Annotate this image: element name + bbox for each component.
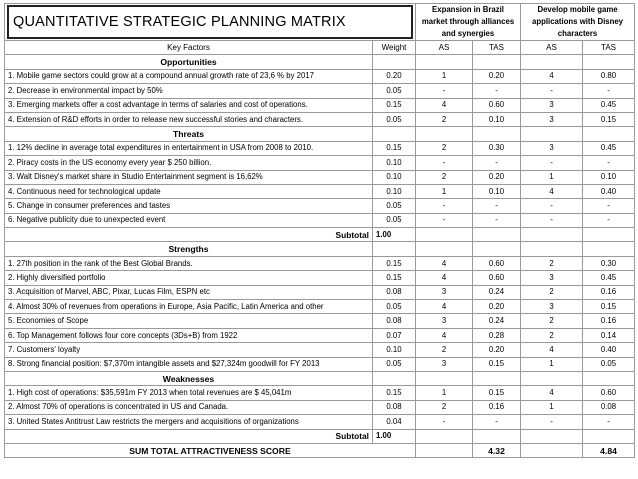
as-cell-strategy-1: -: [416, 156, 473, 170]
tas-cell-strategy-2: 0.16: [583, 285, 635, 299]
as-cell-strategy-2: 2: [521, 314, 583, 328]
factor-cell: 7. Customers' loyalty: [5, 343, 373, 357]
weight-cell: 0.05: [373, 199, 416, 213]
tas-header-strategy-2: TAS: [583, 41, 635, 55]
qspm-table: [4, 3, 635, 458]
table-row: [5, 415, 635, 429]
empty-cell: [521, 127, 583, 141]
tas-cell-strategy-2: 0.45: [583, 141, 635, 155]
as-cell-strategy-2: 1: [521, 357, 583, 371]
tas-cell-strategy-2: -: [583, 156, 635, 170]
empty-cell: [521, 371, 583, 385]
table-row: [5, 199, 635, 213]
table-row: [5, 271, 635, 285]
weight-cell: 0.07: [373, 328, 416, 342]
table-row: [5, 184, 635, 198]
tas-cell-strategy-1: 0.20: [473, 69, 521, 83]
empty-cell: [521, 429, 583, 443]
as-cell-strategy-2: 2: [521, 328, 583, 342]
factor-cell: 5. Change in consumer preferences and tastes: [5, 199, 373, 213]
tas-cell-strategy-2: 0.40: [583, 184, 635, 198]
tas-cell-strategy-2: 0.45: [583, 98, 635, 112]
table-row: [5, 84, 635, 98]
empty-cell: [473, 127, 521, 141]
table-row: [5, 328, 635, 342]
factor-cell: 3. Acquisition of Marvel, ABC, Pixar, Lucas Film, ESPN etc: [5, 285, 373, 299]
weight-cell: 0.05: [373, 84, 416, 98]
section-heading-row: [5, 242, 635, 256]
as-cell-strategy-1: -: [416, 84, 473, 98]
tas-cell-strategy-1: 0.16: [473, 400, 521, 414]
tas-cell-strategy-2: -: [583, 84, 635, 98]
factor-cell: 5. Economies of Scope: [5, 314, 373, 328]
empty-cell: [473, 242, 521, 256]
empty-cell: [521, 55, 583, 69]
weight-cell: 0.20: [373, 69, 416, 83]
section-heading: Weaknesses: [5, 371, 373, 385]
table-row: [5, 213, 635, 227]
factor-cell: 1. High cost of operations: $35,591m FY 2013 when total revenues are $ 45,041m: [5, 386, 373, 400]
title-row: [5, 4, 635, 41]
tas-cell-strategy-1: 0.15: [473, 386, 521, 400]
empty-cell: [416, 127, 473, 141]
empty-cell: [521, 443, 583, 457]
as-cell-strategy-1: 1: [416, 184, 473, 198]
factor-cell: 8. Strong financial position: $7,370m intangible assets and $27,324m goodwill for FY 2013: [5, 357, 373, 371]
title-cell: [5, 4, 416, 41]
as-header-strategy-2: AS: [521, 41, 583, 55]
as-cell-strategy-1: 4: [416, 256, 473, 270]
as-cell-strategy-2: 1: [521, 400, 583, 414]
weight-cell: 0.10: [373, 170, 416, 184]
as-cell-strategy-1: -: [416, 415, 473, 429]
tas-cell-strategy-2: -: [583, 415, 635, 429]
tas-cell-strategy-1: 0.10: [473, 184, 521, 198]
as-header-strategy-1: AS: [416, 41, 473, 55]
tas-cell-strategy-2: 0.15: [583, 300, 635, 314]
tas-cell-strategy-1: -: [473, 415, 521, 429]
factor-cell: 3. Walt Disney's market share in Studio Entertainment segment is 16,62%: [5, 170, 373, 184]
empty-cell: [473, 429, 521, 443]
grand-total-strategy-2: 4.84: [583, 443, 635, 457]
empty-cell: [373, 371, 416, 385]
section-heading: Strengths: [5, 242, 373, 256]
table-row: [5, 400, 635, 414]
subtotal-row: [5, 429, 635, 443]
grand-total-row: [5, 443, 635, 457]
tas-cell-strategy-1: 0.24: [473, 314, 521, 328]
as-cell-strategy-1: 2: [416, 400, 473, 414]
table-row: [5, 256, 635, 270]
as-cell-strategy-1: 2: [416, 343, 473, 357]
factor-cell: 4. Almost 30% of revenues from operations in Europe, Asia Pacific, Latin America and other: [5, 300, 373, 314]
factor-cell: 2. Piracy costs in the US economy every year $ 250 billion.: [5, 156, 373, 170]
as-cell-strategy-1: 3: [416, 314, 473, 328]
tas-cell-strategy-1: -: [473, 84, 521, 98]
tas-cell-strategy-1: 0.20: [473, 170, 521, 184]
empty-cell: [373, 242, 416, 256]
tas-cell-strategy-1: 0.20: [473, 343, 521, 357]
tas-cell-strategy-1: 0.15: [473, 357, 521, 371]
as-cell-strategy-2: 4: [521, 343, 583, 357]
factor-cell: 4. Continuous need for technological update: [5, 184, 373, 198]
tas-header-strategy-1: TAS: [473, 41, 521, 55]
tas-cell-strategy-2: 0.40: [583, 343, 635, 357]
column-header-row: [5, 41, 635, 55]
tas-cell-strategy-2: 0.80: [583, 69, 635, 83]
as-cell-strategy-2: 3: [521, 300, 583, 314]
weight-cell: 0.15: [373, 256, 416, 270]
tas-cell-strategy-2: 0.10: [583, 170, 635, 184]
as-cell-strategy-1: 1: [416, 386, 473, 400]
factor-cell: 2. Highly diversified portfolio: [5, 271, 373, 285]
weight-cell: 0.05: [373, 357, 416, 371]
table-row: [5, 357, 635, 371]
as-cell-strategy-2: 4: [521, 184, 583, 198]
tas-cell-strategy-1: 0.20: [473, 300, 521, 314]
as-cell-strategy-1: 4: [416, 328, 473, 342]
weight-header: Weight: [373, 41, 416, 55]
table-row: [5, 386, 635, 400]
tas-cell-strategy-1: 0.28: [473, 328, 521, 342]
table-row: [5, 343, 635, 357]
table-row: [5, 314, 635, 328]
strategy-1-header: Expansion in Brazil market through alliances and synergies: [416, 4, 521, 41]
as-cell-strategy-2: 2: [521, 256, 583, 270]
as-cell-strategy-1: 4: [416, 98, 473, 112]
empty-cell: [521, 242, 583, 256]
tas-cell-strategy-2: 0.30: [583, 256, 635, 270]
tas-cell-strategy-1: 0.10: [473, 112, 521, 126]
table-row: [5, 141, 635, 155]
tas-cell-strategy-2: 0.16: [583, 314, 635, 328]
empty-cell: [416, 443, 473, 457]
weight-cell: 0.08: [373, 285, 416, 299]
grand-total-label: SUM TOTAL ATTRACTIVENESS SCORE: [5, 443, 416, 457]
table-row: [5, 285, 635, 299]
factor-cell: 1. 27th position in the rank of the Best Global Brands.: [5, 256, 373, 270]
key-factors-header: Key Factors: [5, 41, 373, 55]
empty-cell: [416, 55, 473, 69]
empty-cell: [583, 55, 635, 69]
tas-cell-strategy-2: -: [583, 199, 635, 213]
as-cell-strategy-1: -: [416, 199, 473, 213]
factor-cell: 1. 12% decline in average total expenditures in entertainment in USA from 2008 to 2010.: [5, 141, 373, 155]
empty-cell: [416, 228, 473, 242]
table-row: [5, 156, 635, 170]
subtotal-value: 1.00: [373, 228, 416, 242]
empty-cell: [583, 371, 635, 385]
as-cell-strategy-2: 4: [521, 386, 583, 400]
subtotal-label: Subtotal: [5, 429, 373, 443]
tas-cell-strategy-1: 0.60: [473, 98, 521, 112]
tas-cell-strategy-1: -: [473, 156, 521, 170]
tas-cell-strategy-2: 0.05: [583, 357, 635, 371]
empty-cell: [473, 371, 521, 385]
empty-cell: [416, 429, 473, 443]
weight-cell: 0.15: [373, 271, 416, 285]
factor-cell: 2. Decrease in environmental impact by 50%: [5, 84, 373, 98]
tas-cell-strategy-1: 0.30: [473, 141, 521, 155]
weight-cell: 0.10: [373, 184, 416, 198]
tas-cell-strategy-1: -: [473, 199, 521, 213]
empty-cell: [583, 242, 635, 256]
as-cell-strategy-2: 1: [521, 170, 583, 184]
section-heading-row: [5, 55, 635, 69]
weight-cell: 0.15: [373, 386, 416, 400]
weight-cell: 0.05: [373, 112, 416, 126]
as-cell-strategy-1: 2: [416, 170, 473, 184]
as-cell-strategy-2: -: [521, 199, 583, 213]
subtotal-value: 1.00: [373, 429, 416, 443]
strategy-2-header: Develop mobile game applications with Disney characters: [521, 4, 635, 41]
subtotal-label: Subtotal: [5, 228, 373, 242]
as-cell-strategy-1: 3: [416, 357, 473, 371]
weight-cell: 0.05: [373, 300, 416, 314]
table-row: [5, 98, 635, 112]
subtotal-row: [5, 228, 635, 242]
tas-cell-strategy-2: 0.45: [583, 271, 635, 285]
table-row: [5, 69, 635, 83]
empty-cell: [583, 228, 635, 242]
as-cell-strategy-1: 4: [416, 300, 473, 314]
tas-cell-strategy-2: -: [583, 213, 635, 227]
tas-cell-strategy-1: 0.60: [473, 271, 521, 285]
section-heading: Opportunities: [5, 55, 373, 69]
as-cell-strategy-2: 3: [521, 98, 583, 112]
tas-cell-strategy-1: 0.24: [473, 285, 521, 299]
as-cell-strategy-1: 1: [416, 69, 473, 83]
factor-cell: 2. Almost 70% of operations is concentrated in US and Canada.: [5, 400, 373, 414]
empty-cell: [373, 127, 416, 141]
as-cell-strategy-2: 2: [521, 285, 583, 299]
weight-cell: 0.08: [373, 400, 416, 414]
section-heading: Threats: [5, 127, 373, 141]
weight-cell: 0.08: [373, 314, 416, 328]
empty-cell: [521, 228, 583, 242]
weight-cell: 0.10: [373, 343, 416, 357]
as-cell-strategy-1: 2: [416, 112, 473, 126]
tas-cell-strategy-2: 0.60: [583, 386, 635, 400]
as-cell-strategy-1: 2: [416, 141, 473, 155]
empty-cell: [583, 429, 635, 443]
factor-cell: 3. United States Antitrust Law restricts the mergers and acquisitions of organizations: [5, 415, 373, 429]
factor-cell: 6. Negative publicity due to unexpected event: [5, 213, 373, 227]
as-cell-strategy-1: 3: [416, 285, 473, 299]
empty-cell: [583, 127, 635, 141]
as-cell-strategy-2: -: [521, 213, 583, 227]
as-cell-strategy-1: 4: [416, 271, 473, 285]
as-cell-strategy-2: 3: [521, 112, 583, 126]
as-cell-strategy-1: -: [416, 213, 473, 227]
factor-cell: 6. Top Management follows four core concepts (3Ds+B) from 1922: [5, 328, 373, 342]
weight-cell: 0.05: [373, 213, 416, 227]
factor-cell: 3. Emerging markets offer a cost advantage in terms of salaries and cost of operations.: [5, 98, 373, 112]
as-cell-strategy-2: 3: [521, 271, 583, 285]
table-row: [5, 170, 635, 184]
table-row: [5, 300, 635, 314]
empty-cell: [473, 55, 521, 69]
tas-cell-strategy-2: 0.14: [583, 328, 635, 342]
qspm-table-body: [5, 4, 635, 458]
as-cell-strategy-2: 3: [521, 141, 583, 155]
grand-total-strategy-1: 4.32: [473, 443, 521, 457]
as-cell-strategy-2: -: [521, 415, 583, 429]
tas-cell-strategy-2: 0.15: [583, 112, 635, 126]
tas-cell-strategy-1: -: [473, 213, 521, 227]
weight-cell: 0.04: [373, 415, 416, 429]
weight-cell: 0.15: [373, 141, 416, 155]
empty-cell: [473, 228, 521, 242]
empty-cell: [416, 242, 473, 256]
factor-cell: 4. Extension of R&D efforts in order to release new successful stories and characters.: [5, 112, 373, 126]
empty-cell: [373, 55, 416, 69]
tas-cell-strategy-1: 0.60: [473, 256, 521, 270]
empty-cell: [416, 371, 473, 385]
as-cell-strategy-2: 4: [521, 69, 583, 83]
section-heading-row: [5, 371, 635, 385]
factor-cell: 1. Mobile game sectors could grow at a compound annual growth rate of 23,6 % by 2017: [5, 69, 373, 83]
matrix-title: QUANTITATIVE STRATEGIC PLANNING MATRIX: [7, 5, 413, 39]
table-row: [5, 112, 635, 126]
weight-cell: 0.10: [373, 156, 416, 170]
qspm-sheet: [4, 3, 634, 458]
as-cell-strategy-2: -: [521, 156, 583, 170]
as-cell-strategy-2: -: [521, 84, 583, 98]
weight-cell: 0.15: [373, 98, 416, 112]
section-heading-row: [5, 127, 635, 141]
tas-cell-strategy-2: 0.08: [583, 400, 635, 414]
